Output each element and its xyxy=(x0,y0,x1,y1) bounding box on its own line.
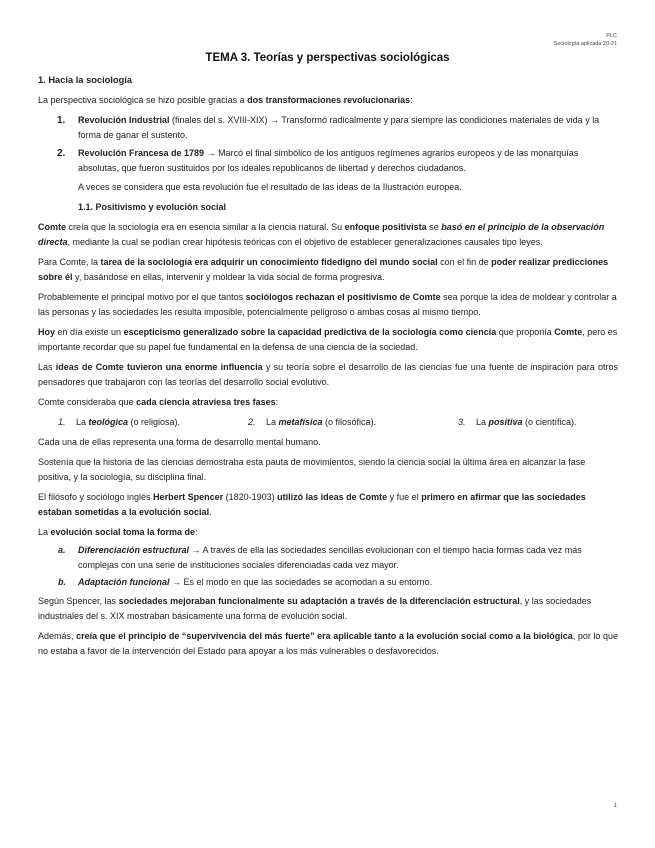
paragraph-spencer-adaptation: Según Spencer, las sociedades mejoraban funcionalmente su adaptación a través de la diferenciación estructural, y las sociedades industriales del s. XIX mostraban básicamente una forma de evolución social. xyxy=(38,596,592,621)
list-item-industrial-revolution: 1. Revolución Industrial (finales del s. XVIII-XIX) → Transformó radicalmente y para siempre las condiciones materiales de vida y la forma de ganar el sustento. xyxy=(57,115,600,140)
paragraph-influence: Las ideas de Comte tuvieron una enorme influencia y su teoría sobre el desarrollo de las ciencias fue una fuente de inspiración para otros pensadores que trabajaron con las teorías del desarrollo social evolutivo. xyxy=(38,362,619,387)
paragraph-survival-of-fittest: Además, creía que el principio de “supervivencia del más fuerte” era aplicable tanto a la evolución social como a la biológica, por lo que no estaba a favor de la intervención del Estado para apoyar a los más vulnerables o desfavorecidos. xyxy=(38,631,618,656)
paragraph-skepticism: Hoy en día existe un escepticismo generalizado sobre la capacidad predictiva de la sociología como ciencia que proponía Comte, pero es importante recordar que su papel fue fundamental en la defensa de una ciencia de la sociedad. xyxy=(38,327,618,352)
document-title: TEMA 3. Teorías y perspectivas sociológicas xyxy=(205,52,450,64)
header-course: Sociología aplicada 20-21 xyxy=(553,40,617,47)
section-heading: 1. Hacia la sociología xyxy=(38,75,133,85)
phases-list xyxy=(38,415,618,430)
list-item-french-revolution: 2. Revolución Francesa de 1789 → Marcó el final simbólico de los antiguos regímenes agrarios europeos y de las monarquías absolutas, que fueron sustituidos por los ideales republicanos de libertad y derechos ciudadanos. xyxy=(57,148,579,173)
paragraph-three-phases: Comte consideraba que cada ciencia atraviesa tres fases: xyxy=(38,397,279,407)
page-header xyxy=(554,33,617,48)
document-body xyxy=(38,73,618,664)
note-paragraph: A veces se considera que esta revolución fue el resultado de las ideas de la Ilustración europea. xyxy=(78,182,462,192)
form-item-adaptation: b. Adaptación funcional → Es el modo en que las sociedades se acomodan a su entorno. xyxy=(58,577,433,587)
phase-item: 2. La metafísica (o filosófica). xyxy=(248,417,377,427)
form-item-differentiation: a. Diferenciación estructural → A través de ella las sociedades sencillas evolucionan con el tiempo hacia formas cada vez más complejas con una serie de instituciones sociales diferenciadas cada vez mayor. xyxy=(58,545,582,570)
paragraph-comte-positivism: Comte creía que la sociología era en esencia similar a la ciencia natural. Su enfoque positivista se basó en el principio de la observación directa, mediante la cual se podían crear hipótesis teóricas con el objetivo de establecer generalizaciones causales tipo leyes. xyxy=(38,222,605,247)
intro-paragraph: La perspectiva sociológica se hizo posible gracias a dos transformaciones revolucionarias: xyxy=(38,95,413,105)
paragraph-rejection: Probablemente el principal motivo por el que tantos sociólogos rechazan el positivismo de Comte sea porque la idea de moldear y controlar a las personas y las sociedades les resulta imposible, potencialmente peligroso o ambas cosas al mismo tiempo. xyxy=(38,292,617,317)
header-initials: PLC xyxy=(606,33,617,39)
paragraph-history-of-sciences: Sostenía que la historia de las ciencias demostraba esta pauta de movimientos, siendo la ciencia social la última área en alcanzar la fase positiva, y la sociología, su disciplina final. xyxy=(38,457,586,482)
phase-item: 1. La teológica (o religiosa). xyxy=(58,417,181,427)
page-number: 1 xyxy=(613,803,617,809)
paragraph-mental-development: Cada una de ellas representa una forma de desarrollo mental humano. xyxy=(38,437,321,447)
paragraph-spencer: El filósofo y sociólogo inglés Herbert Spencer (1820-1903) utilizó las ideas de Comte y fue el primero en afirmar que las sociedades estaban sometidas a la evolución social. xyxy=(38,492,586,517)
subsection-heading: 1.1. Positivismo y evolución social xyxy=(78,202,227,212)
paragraph-comte-task: Para Comte, la tarea de la sociología era adquirir un conocimiento fidedigno del mundo social con el fin de poder realizar predicciones sobre él y, basándose en ellas, intervenir y moldear la vida social de forma progresiva. xyxy=(38,257,609,282)
phase-item: 3. La positiva (o científica). xyxy=(458,417,577,427)
paragraph-evolution-forms: La evolución social toma la forma de: xyxy=(38,527,198,537)
